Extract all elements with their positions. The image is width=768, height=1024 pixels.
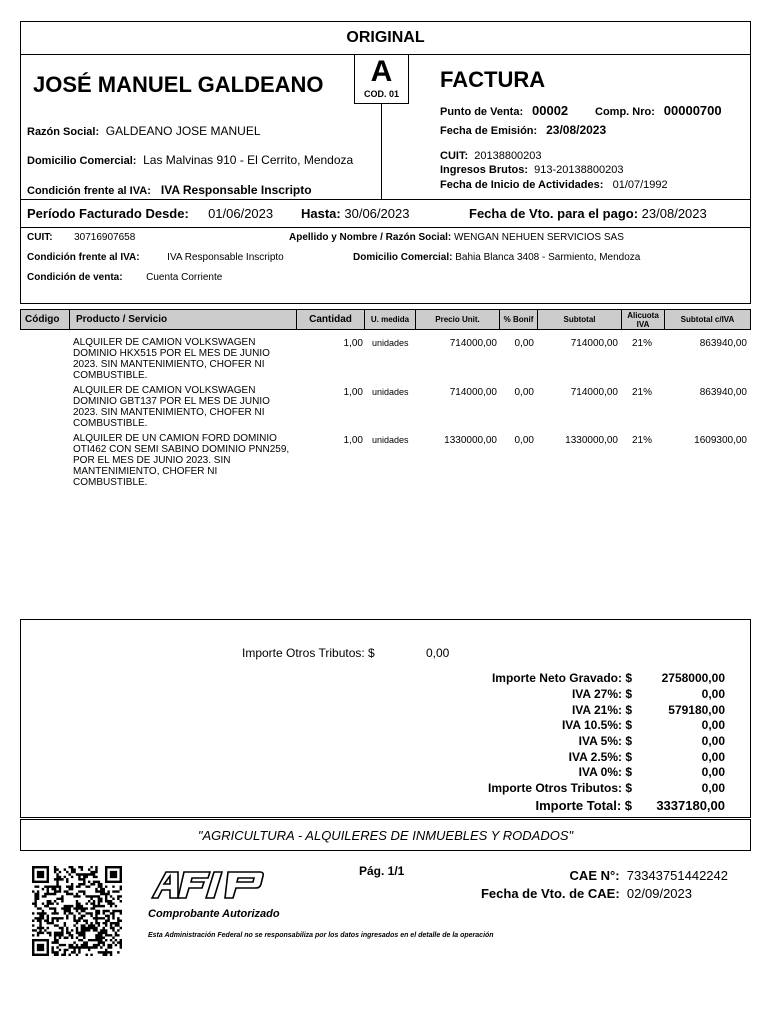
row-description: ALQUILER DE UN CAMION FORD DOMINIO OTI462 CON SEMI SABINO DOMINIO PNN259, POR EL MES DE JUNIO 2023. SIN MANTENIMIENTO, CHOFER NI COMBUSTIBLE.: [73, 433, 290, 488]
total-label: IVA 0%: $: [578, 765, 632, 779]
otros-tributos-summary: Importe Otros Tributos: $: [242, 646, 375, 660]
client-nombre: Apellido y Nombre / Razón Social: WENGAN NEHUEN SERVICIOS SAS: [289, 232, 624, 243]
importe-total-value: 3337180,00: [656, 798, 725, 813]
row-precio: 714000,00: [449, 387, 497, 398]
qr-code[interactable]: [32, 866, 122, 956]
row-subtotal: 714000,00: [570, 338, 618, 349]
copy-label: ORIGINAL: [346, 29, 425, 46]
row-subtotal-iva: 1609300,00: [694, 435, 747, 446]
th-codigo: Código: [21, 310, 70, 329]
row-description: ALQUILER DE CAMION VOLKSWAGEN DOMINIO GBT137 POR EL MES DE JUNIO 2023. SIN MANTENIMIENTO, CHOFER NI COMBUSTIBLE.: [73, 385, 270, 429]
period-hasta: Hasta: 30/06/2023: [301, 206, 410, 221]
activity-section: [20, 819, 751, 851]
activity-text: "AGRICULTURA - ALQUILERES DE INMUEBLES Y RODADOS": [197, 828, 574, 843]
total-label: Importe Otros Tributos: $: [487, 781, 632, 795]
afip-logo: [148, 868, 266, 900]
issuer-name: JOSÉ MANUEL GALDEANO: [33, 72, 324, 97]
row-alicuota: 21%: [632, 435, 653, 446]
punto-venta: Punto de Venta: 00002: [440, 103, 569, 118]
issuer-domicilio: Domicilio Comercial: Las Malvinas 910 - El Cerrito, Mendoza: [27, 153, 354, 167]
row-medida: unidades: [372, 435, 409, 445]
row-cantidad: 1,00: [343, 435, 363, 446]
row-cantidad: 1,00: [343, 387, 363, 398]
total-label: IVA 10.5%: $: [561, 718, 632, 732]
th-subtotal: Subtotal: [538, 310, 622, 329]
cae-vto: Fecha de Vto. de CAE: 02/09/2023: [480, 886, 692, 901]
total-value: 0,00: [701, 718, 725, 732]
row-medida: unidades: [372, 338, 409, 348]
client-condicion-venta: Condición de venta: Cuenta Corriente: [27, 272, 223, 283]
row-subtotal: 1330000,00: [565, 435, 618, 446]
total-label: IVA 5%: $: [578, 734, 632, 748]
row-precio: 714000,00: [449, 338, 497, 349]
total-value: 0,00: [701, 765, 725, 779]
total-value: 0,00: [701, 750, 725, 764]
th-precio: Precio Unit.: [416, 310, 500, 329]
total-value: 0,00: [701, 687, 725, 701]
page-number: Pág. 1/1: [359, 864, 405, 878]
period-desde: Período Facturado Desde: 01/06/2023: [27, 206, 274, 221]
row-subtotal: 714000,00: [570, 387, 618, 398]
copy-label-box: [20, 21, 751, 55]
row-bonif: 0,00: [514, 435, 534, 446]
total-value: 0,00: [701, 734, 725, 748]
otros-tributos-summary-value: 0,00: [426, 646, 450, 660]
row-bonif: 0,00: [514, 387, 534, 398]
issuer-razon-social: Razón Social: GALDEANO JOSE MANUEL: [27, 124, 261, 138]
row-alicuota: 21%: [632, 338, 653, 349]
comp-nro: Comp. Nro: 00000700: [595, 103, 722, 118]
row-medida: unidades: [372, 387, 409, 397]
th-medida: U. medida: [365, 310, 416, 329]
ingresos-brutos: Ingresos Brutos: 913-20138800203: [440, 164, 624, 176]
invoice-type-box: [354, 54, 409, 104]
client-section: [20, 227, 751, 304]
qr-code-graphic: [32, 866, 122, 956]
th-cantidad: Cantidad: [297, 310, 365, 329]
importe-total-label: Importe Total: $: [535, 798, 632, 813]
inicio-actividades: Fecha de Inicio de Actividades: 01/07/1992: [440, 179, 668, 191]
invoice-title: FACTURA: [440, 67, 546, 92]
th-subtotal-iva: Subtotal c/IVA: [680, 315, 735, 324]
afip-logo-icon: [148, 868, 266, 900]
total-value: 579180,00: [668, 703, 725, 717]
comprobante-autorizado: Comprobante Autorizado: [148, 908, 280, 920]
period-section: [20, 199, 751, 228]
total-value: 0,00: [701, 781, 725, 795]
header-divider: [381, 104, 382, 200]
row-subtotal-iva: 863940,00: [699, 387, 747, 398]
row-cantidad: 1,00: [343, 338, 363, 349]
total-value: 2758000,00: [661, 671, 725, 685]
issuer-cuit: CUIT: 20138800203: [440, 150, 542, 162]
row-bonif: 0,00: [514, 338, 534, 349]
total-label: IVA 27%: $: [571, 687, 632, 701]
client-iva: Condición frente al IVA: IVA Responsable Inscripto: [27, 252, 284, 263]
row-precio: 1330000,00: [444, 435, 497, 446]
client-domicilio: Domicilio Comercial: Bahia Blanca 3408 - Sarmiento, Mendoza: [353, 252, 641, 263]
totals-section: [20, 619, 751, 818]
cae-number: CAE N°: 73343751442242: [569, 868, 728, 883]
disclaimer: Esta Administración Federal no se responsabiliza por los datos ingresados en el detalle de la operación: [148, 932, 494, 939]
fecha-vto-pago: Fecha de Vto. para el pago: 23/08/2023: [469, 206, 707, 221]
invoice-letter: A: [370, 55, 393, 88]
total-label: IVA 2.5%: $: [568, 750, 632, 764]
total-label: IVA 21%: $: [571, 703, 632, 717]
items-table-header: [20, 309, 751, 330]
invoice-code: COD. 01: [363, 89, 399, 99]
issuer-iva: Condición frente al IVA: IVA Responsable Inscripto: [27, 183, 312, 197]
th-alicuota: Alicuota IVA: [622, 310, 665, 329]
th-producto: Producto / Servicio: [70, 310, 297, 329]
row-subtotal-iva: 863940,00: [699, 338, 747, 349]
client-cuit: CUIT: 30716907658: [27, 232, 136, 243]
fecha-emision: Fecha de Emisión: 23/08/2023: [440, 123, 607, 137]
total-label: Importe Neto Gravado: $: [491, 671, 632, 685]
row-alicuota: 21%: [632, 387, 653, 398]
row-description: ALQUILER DE CAMION VOLKSWAGEN DOMINIO HKX515 POR EL MES DE JUNIO 2023. SIN MANTENIMIENTO, CHOFER NI COMBUSTIBLE.: [73, 337, 270, 381]
th-bonif: % Bonif: [500, 310, 538, 329]
